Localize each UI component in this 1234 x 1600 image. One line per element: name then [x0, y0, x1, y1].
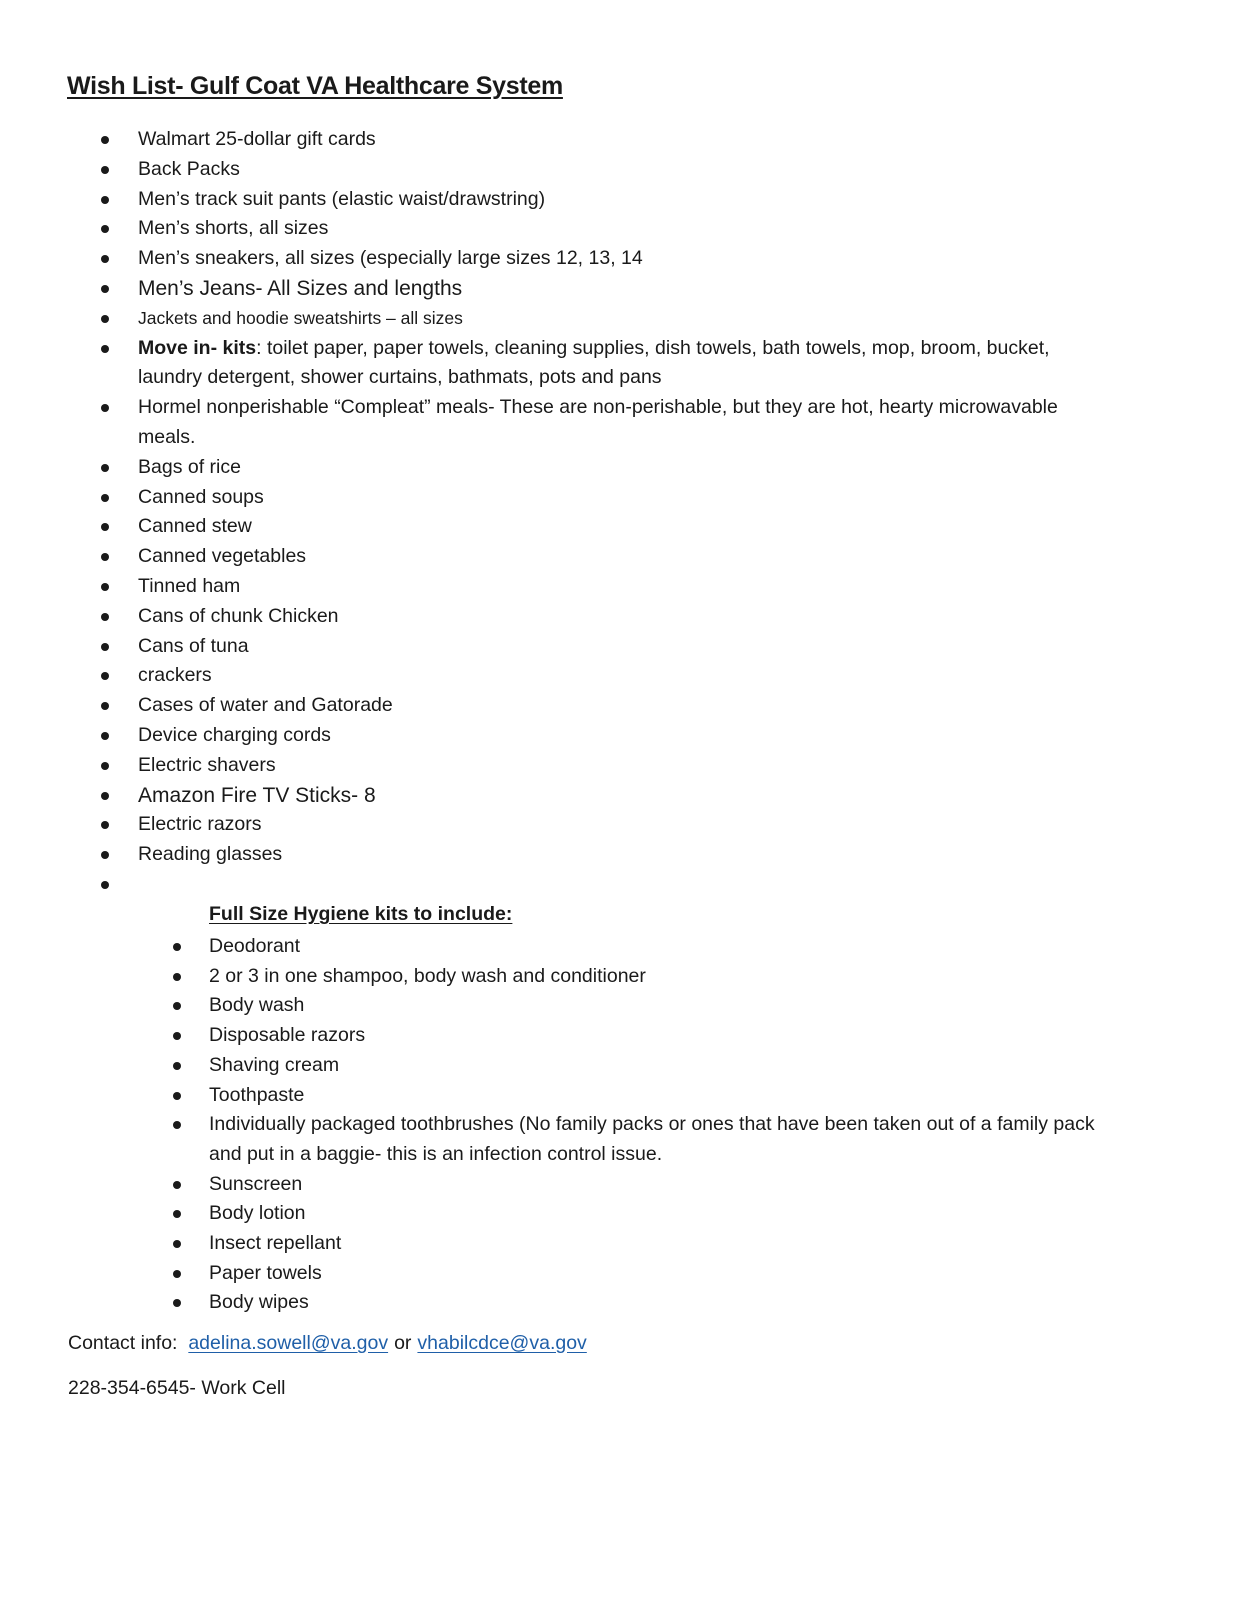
bullet-icon [173, 1121, 181, 1129]
bullet-icon [101, 404, 109, 412]
bullet-icon [101, 225, 109, 233]
bullet-icon [101, 464, 109, 472]
bullet-icon [173, 1181, 181, 1189]
bullet-icon [173, 1299, 181, 1307]
bullet-icon [101, 136, 109, 144]
contact-or: or [394, 1332, 412, 1354]
list-item: Disposable razors [0, 1021, 1234, 1051]
list-item: Move in- kits: toilet paper, paper towels, cleaning supplies, dish towels, bath towels, mop, broom, bucket, laundry detergent, shower curtains, bathmats, pots and pans [0, 334, 1234, 394]
list-item: Back Packs [0, 155, 1234, 185]
bullet-icon [173, 973, 181, 981]
list-item: Walmart 25-dollar gift cards [0, 125, 1234, 155]
bullet-icon [101, 613, 109, 621]
email-link-adelina[interactable]: adelina.sowell@va.gov [188, 1332, 389, 1354]
list-item: Canned vegetables [0, 542, 1234, 572]
list-item: Men’s track suit pants (elastic waist/drawstring) [0, 185, 1234, 215]
bullet-icon [101, 285, 109, 293]
bullet-icon [173, 1270, 181, 1278]
list-item: Body wipes [0, 1288, 1234, 1318]
bullet-icon [101, 255, 109, 263]
list-item: Deodorant [0, 932, 1234, 962]
email-link-vhabilcdce[interactable]: vhabilcdce@va.gov [417, 1332, 587, 1354]
contact-info [68, 1332, 587, 1355]
list-item: 2 or 3 in one shampoo, body wash and conditioner [0, 962, 1234, 992]
list-item: Men’s sneakers, all sizes (especially large sizes 12, 13, 14 [0, 244, 1234, 274]
list-item-empty [0, 870, 1234, 900]
list-item: Cans of tuna [0, 632, 1234, 662]
list-item: Canned stew [0, 512, 1234, 542]
list-item: Tinned ham [0, 572, 1234, 602]
hygiene-kits-list [0, 932, 1234, 1318]
list-item: Cases of water and Gatorade [0, 691, 1234, 721]
list-item: Electric shavers [0, 751, 1234, 781]
move-in-kits-label: Move in- kits [138, 336, 257, 359]
bullet-icon [101, 523, 109, 531]
list-item: Sunscreen [0, 1170, 1234, 1200]
bullet-icon [101, 762, 109, 770]
bullet-icon [101, 345, 109, 353]
bullet-icon [101, 672, 109, 680]
bullet-icon [101, 881, 109, 889]
list-item: Paper towels [0, 1259, 1234, 1289]
bullet-icon [173, 1002, 181, 1010]
list-item: Toothpaste [0, 1081, 1234, 1111]
bullet-icon [173, 1092, 181, 1100]
bullet-icon [173, 1032, 181, 1040]
bullet-icon [173, 1240, 181, 1248]
phone-number: 228-354-6545- Work Cell [68, 1377, 286, 1399]
bullet-icon [173, 1062, 181, 1070]
list-item: Electric razors [0, 810, 1234, 840]
bullet-icon [173, 1210, 181, 1218]
list-item: Amazon Fire TV Sticks- 8 [0, 781, 1234, 811]
bullet-icon [101, 702, 109, 710]
bullet-icon [101, 196, 109, 204]
list-item: Insect repellant [0, 1229, 1234, 1259]
list-item: Individually packaged toothbrushes (No family packs or ones that have been taken out of a family pack and put in a baggie- this is an infection control issue. [0, 1110, 1234, 1169]
bullet-icon [101, 851, 109, 859]
bullet-icon [173, 943, 181, 951]
list-item: Device charging cords [0, 721, 1234, 751]
list-item: Bags of rice [0, 453, 1234, 483]
bullet-icon [101, 792, 109, 800]
bullet-icon [101, 494, 109, 502]
list-item: Men’s shorts, all sizes [0, 214, 1234, 244]
bullet-icon [101, 583, 109, 591]
bullet-icon [101, 553, 109, 561]
wish-list [0, 125, 1234, 900]
bullet-icon [101, 821, 109, 829]
list-item: Body wash [0, 991, 1234, 1021]
list-item: Shaving cream [0, 1051, 1234, 1081]
list-item: Reading glasses [0, 840, 1234, 870]
bullet-icon [101, 315, 109, 323]
document-title: Wish List- Gulf Coat VA Healthcare System [67, 72, 563, 100]
list-item: Cans of chunk Chicken [0, 602, 1234, 632]
bullet-icon [101, 166, 109, 174]
bullet-icon [101, 643, 109, 651]
list-item: crackers [0, 661, 1234, 691]
list-item: Jackets and hoodie sweatshirts – all sizes [0, 304, 1234, 334]
contact-label: Contact info: [68, 1332, 178, 1354]
list-item: Hormel nonperishable “Compleat” meals- These are non-perishable, but they are hot, hearty microwavable meals. [0, 393, 1234, 453]
list-item: Canned soups [0, 483, 1234, 513]
bullet-icon [101, 732, 109, 740]
hygiene-kits-heading: Full Size Hygiene kits to include: [209, 903, 513, 925]
list-item: Men’s Jeans- All Sizes and lengths [0, 274, 1234, 304]
list-item: Body lotion [0, 1199, 1234, 1229]
